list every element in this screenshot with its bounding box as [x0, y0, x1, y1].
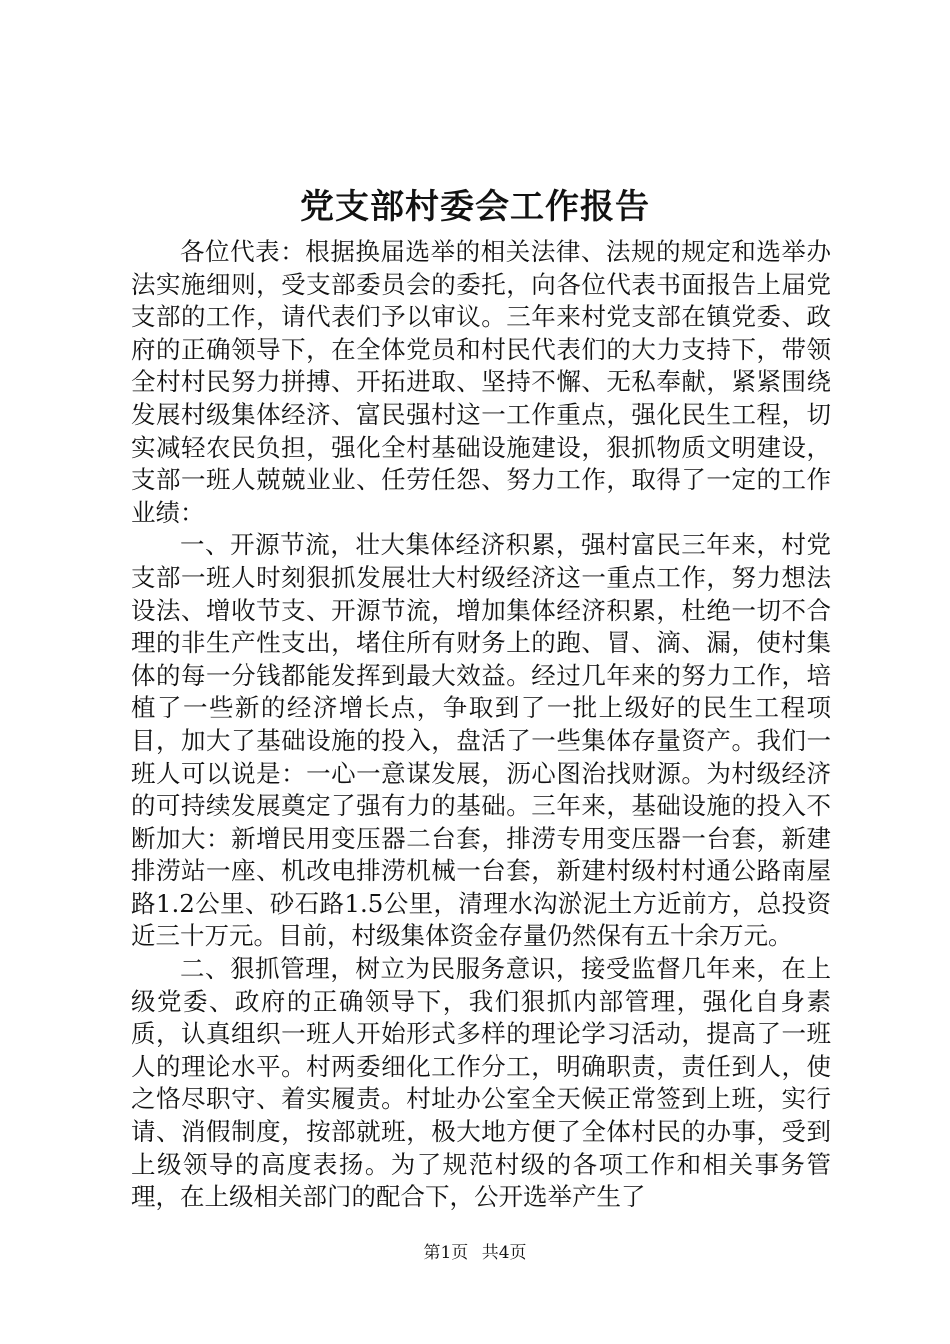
document-body — [131, 236, 831, 1214]
document-title: 党支部村委会工作报告 — [300, 187, 650, 227]
paragraph-intro: 各位代表：根据换届选举的相关法律、法规的规定和选举办法实施细则，受支部委员会的委托，向各位代表书面报告上届党支部的工作，请代表们予以审议。三年来村党支部在镇党委、政府的正确领导下，在全体党员和村民代表们的大力支持下，带领全村村民努力拼搏、开拓进取、坚持不懈、无私奉献，紧紧围绕发展村级集体经济、富民强村这一工作重点，强化民生工程，切实减轻农民负担，强化全村基础设施建设，狠抓物质文明建设，支部一班人兢兢业业、任劳任怨、努力工作，取得了一定的工作业绩： — [131, 237, 831, 527]
paragraph-section-one: 一、开源节流，壮大集体经济积累，强村富民三年来，村党支部一班人时刻狠抓发展壮大村级经济这一重点工作，努力想法设法、增收节支、开源节流，增加集体经济积累，杜绝一切不合理的非生产性支出，堵住所有财务上的跑、冒、滴、漏，使村集体的每一分钱都能发挥到最大效益。经过几年来的努力工作，培植了一些新的经济增长点，争取到了一批上级好的民生工程项目，加大了基础设施的投入，盘活了一些集体存量资产。我们一班人可以说是：一心一意谋发展，沥心图治找财源。为村级经济的可持续发展奠定了强有力的基础。三年来，基础设施的投入不断加大：新增民用变压器二台套，排涝专用变压器一台套，新建排涝站一座、机改电排涝机械一台套，新建村级村村通公路南屋路1.2公里、砂石路1.5公里，清理水沟淤泥土方近前方，总投资近三十万元。目前，村级集体资金存量仍然保有五十余万元。 — [131, 530, 831, 951]
page-total: 共4页 — [481, 1243, 527, 1263]
page-number: 第1页 — [423, 1243, 469, 1263]
paragraph-section-two: 二、狠抓管理，树立为民服务意识，接受监督几年来，在上级党委、政府的正确领导下，我们狠抓内部管理，强化自身素质，认真组织一班人开始形式多样的理论学习活动，提高了一班人的理论水平。村两委细化工作分工，明确职责，责任到人，使之恪尽职守、着实履责。村址办公室全天候正常签到上班，实行请、消假制度，按部就班，极大地方便了全体村民的办事，受到上级领导的高度表扬。为了规范村级的各项工作和相关事务管理，在上级相关部门的配合下，公开选举产生了 — [131, 954, 831, 1212]
page-footer — [0, 1242, 950, 1264]
